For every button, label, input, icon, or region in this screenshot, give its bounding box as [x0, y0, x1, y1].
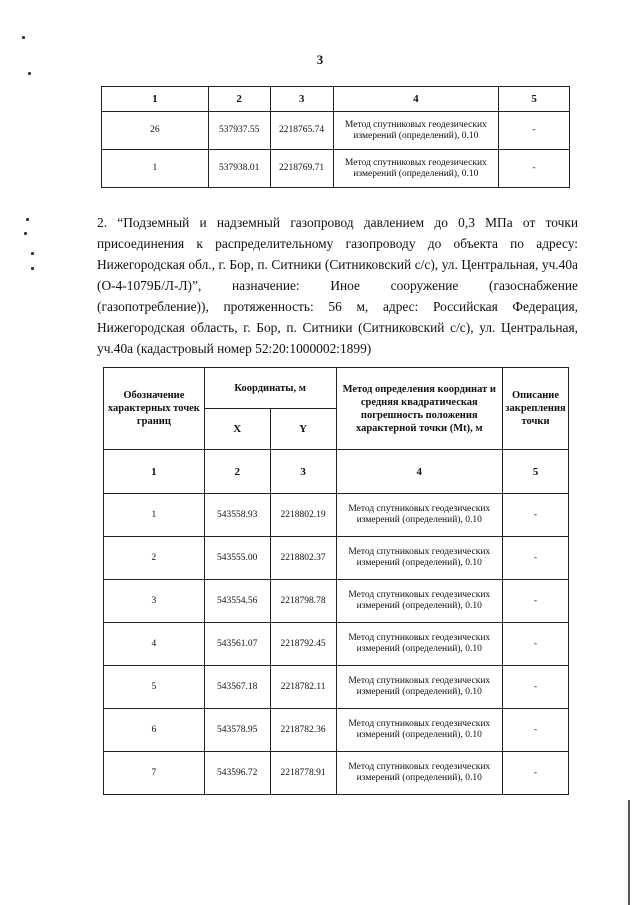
description-cell: - — [503, 494, 569, 537]
column-number: 2 — [204, 450, 270, 494]
method-cell: Метод спутниковых геодезических измерений (определений), 0.10 — [336, 580, 502, 623]
y-coordinate: 2218802.37 — [270, 537, 336, 580]
scan-speck — [22, 36, 25, 39]
method-cell: Метод спутниковых геодезических измерений (определений), 0.10 — [333, 112, 499, 150]
x-coordinate: 543596.72 — [204, 752, 270, 795]
point-label: 1 — [104, 494, 205, 537]
description-cell: - — [503, 623, 569, 666]
x-coordinate: 543561.07 — [204, 623, 270, 666]
table-row — [104, 537, 569, 580]
header-method: Метод определения координат и средняя квадратическая погрешность положения характерной точки (Mt), м — [336, 368, 502, 450]
column-number: 5 — [499, 87, 570, 112]
scan-edge-line — [628, 800, 630, 905]
column-number: 2 — [208, 87, 270, 112]
method-cell: Метод спутниковых геодезических измерений (определений), 0.10 — [336, 666, 502, 709]
y-coordinate: 2218792.45 — [270, 623, 336, 666]
point-label: 6 — [104, 709, 205, 752]
x-coordinate: 543558.93 — [204, 494, 270, 537]
description-cell: - — [503, 537, 569, 580]
point-label: 2 — [104, 537, 205, 580]
y-coordinate: 2218802.19 — [270, 494, 336, 537]
y-coordinate: 2218782.11 — [270, 666, 336, 709]
x-coordinate: 543554.56 — [204, 580, 270, 623]
point-label: 1 — [102, 150, 209, 188]
scan-speck — [26, 218, 29, 221]
header-point-designation: Обозначение характерных точек границ — [104, 368, 205, 450]
scan-speck — [28, 72, 31, 75]
method-cell: Метод спутниковых геодезических измерений (определений), 0.10 — [336, 494, 502, 537]
table-row — [104, 709, 569, 752]
description-cell: - — [499, 112, 570, 150]
point-label: 7 — [104, 752, 205, 795]
method-cell: Метод спутниковых геодезических измерений (определений), 0.10 — [336, 537, 502, 580]
table-header-row — [102, 87, 570, 112]
coordinates-table — [103, 367, 569, 795]
column-number: 3 — [270, 450, 336, 494]
method-cell: Метод спутниковых геодезических измерений (определений), 0.10 — [333, 150, 499, 188]
column-numbers-row — [104, 450, 569, 494]
scan-speck — [24, 232, 27, 235]
column-number: 1 — [104, 450, 205, 494]
description-cell: - — [503, 709, 569, 752]
table-row — [104, 494, 569, 537]
point-label: 26 — [102, 112, 209, 150]
header-coordinates: Координаты, м — [204, 368, 336, 409]
y-coordinate: 2218778.91 — [270, 752, 336, 795]
table-header-row — [104, 368, 569, 409]
point-label: 5 — [104, 666, 205, 709]
column-number: 5 — [503, 450, 569, 494]
header-x: X — [204, 409, 270, 450]
column-number: 4 — [333, 87, 499, 112]
x-coordinate: 543555.00 — [204, 537, 270, 580]
description-cell: - — [499, 150, 570, 188]
coordinates-table-continued — [101, 86, 570, 188]
x-coordinate: 543578.95 — [204, 709, 270, 752]
method-cell: Метод спутниковых геодезических измерений (определений), 0.10 — [336, 752, 502, 795]
point-label: 4 — [104, 623, 205, 666]
y-coordinate: 2218769.71 — [270, 150, 333, 188]
point-label: 3 — [104, 580, 205, 623]
table-row — [104, 752, 569, 795]
x-coordinate: 537937.55 — [208, 112, 270, 150]
page-number: 3 — [316, 52, 324, 67]
column-number: 4 — [336, 450, 502, 494]
header-description: Описание закрепления точки — [503, 368, 569, 450]
description-cell: - — [503, 752, 569, 795]
x-coordinate: 543567.18 — [204, 666, 270, 709]
scan-speck — [31, 267, 34, 270]
y-coordinate: 2218765.74 — [270, 112, 333, 150]
y-coordinate: 2218782.36 — [270, 709, 336, 752]
table-row — [104, 666, 569, 709]
object-description-paragraph: 2. “Подземный и надземный газопровод давлением до 0,3 МПа от точки присоединения к распределительному газопроводу до объекта по адресу: Нижегородская обл., г. Бор, п. Ситники (Ситниковский с/с), ул. Центральная, уч.40а (О-4-1079Б/Л-Л)”, назначение: Иное сооружение (газоснабжение (газопотребление)), протяженность: 56 м, адрес: Российская Федерация, Нижегородская область, г. Бор, п. Ситники (Ситниковский с/с), ул. Центральная, уч.40а (кадастровый номер 52:20:1000002:1899) — [97, 215, 578, 356]
description-cell: - — [503, 666, 569, 709]
table-row — [104, 580, 569, 623]
table-row — [104, 623, 569, 666]
method-cell: Метод спутниковых геодезических измерений (определений), 0.10 — [336, 709, 502, 752]
scan-speck — [31, 252, 34, 255]
column-number: 3 — [270, 87, 333, 112]
method-cell: Метод спутниковых геодезических измерений (определений), 0.10 — [336, 623, 502, 666]
description-cell: - — [503, 580, 569, 623]
x-coordinate: 537938.01 — [208, 150, 270, 188]
table-row — [102, 150, 570, 188]
y-coordinate: 2218798.78 — [270, 580, 336, 623]
header-y: Y — [270, 409, 336, 450]
column-number: 1 — [102, 87, 209, 112]
table-row — [102, 112, 570, 150]
